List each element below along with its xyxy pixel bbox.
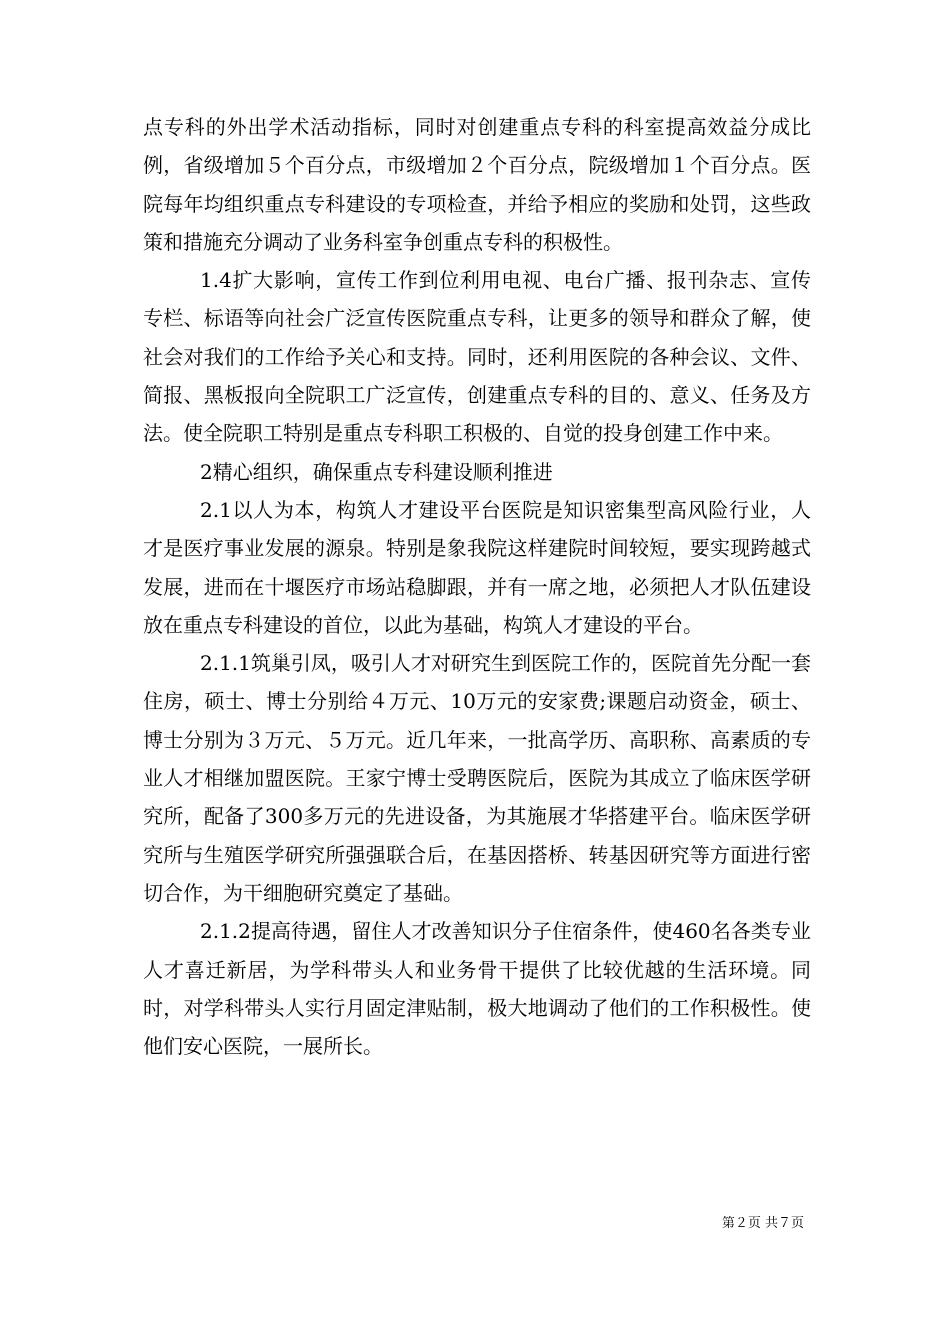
paragraph-2-1-1-attract-talent: 2.1.1筑巢引凤，吸引人才对研究生到医院工作的，医院首先分配一套住房，硕士、博士分别给４万元、10万元的安家费;课题启动资金，硕士、博士分别为３万元、５万元。近几年来，一批高学历、高职称、高素质的专业人才相继加盟医院。王家宁博士受聘医院后，医院为其成立了临床医学研究所，配备了300多万元的先进设备，为其施展才华搭建平台。临床医学研究所与生殖医学研究所强强联合后，在基因搭桥、转基因研究等方面进行密切合作，为干细胞研究奠定了基础。 xyxy=(143,651,811,905)
paragraph-continued: 点专科的外出学术活动指标，同时对创建重点专科的科室提高效益分成比例，省级增加５个百分点，市级增加２个百分点，院级增加１个百分点。医院每年均组织重点专科建设的专项检查，并给予相应的奖励和处罚，这些政策和措施充分调动了业务科室争创重点专科的积极性。 xyxy=(143,115,811,254)
paragraph-2-1-2-retain-talent: 2.1.2提高待遇，留住人才改善知识分子住宿条件，使460名各类专业人才喜迁新居，为学科带头人和业务骨干提供了比较优越的生活环境。同时，对学科带头人实行月固定津贴制，极大地调动了他们的工作积极性。使他们安心医院，一展所长。 xyxy=(143,919,811,1059)
document-body xyxy=(143,108,811,1065)
page-number-footer: 第２页 共７页 xyxy=(721,1216,804,1231)
paragraph-1-4-publicity: 1.4扩大影响，宣传工作到位利用电视、电台广播、报刊杂志、宣传专栏、标语等向社会广泛宣传医院重点专科，让更多的领导和群众了解，使社会对我们的工作给予关心和支持。同时，还利用医院的各种会议、文件、简报、黑板报向全院职工广泛宣传，创建重点专科的目的、意义、任务及方法。使全院职工特别是重点专科职工积极的、自觉的投身创建工作中来。 xyxy=(143,268,811,446)
paragraph-2-1-talent-platform: 2.1以人为本，构筑人才建设平台医院是知识密集型高风险行业，人才是医疗事业发展的源泉。特别是象我院这样建院时间较短，要实现跨越式发展，进而在十堰医疗市场站稳脚跟，并有一席之地，必须把人才队伍建设放在重点专科建设的首位，以此为基础，构筑人才建设的平台。 xyxy=(143,497,811,637)
section-heading-2: 2精心组织，确保重点专科建设顺利推进 xyxy=(200,459,553,484)
